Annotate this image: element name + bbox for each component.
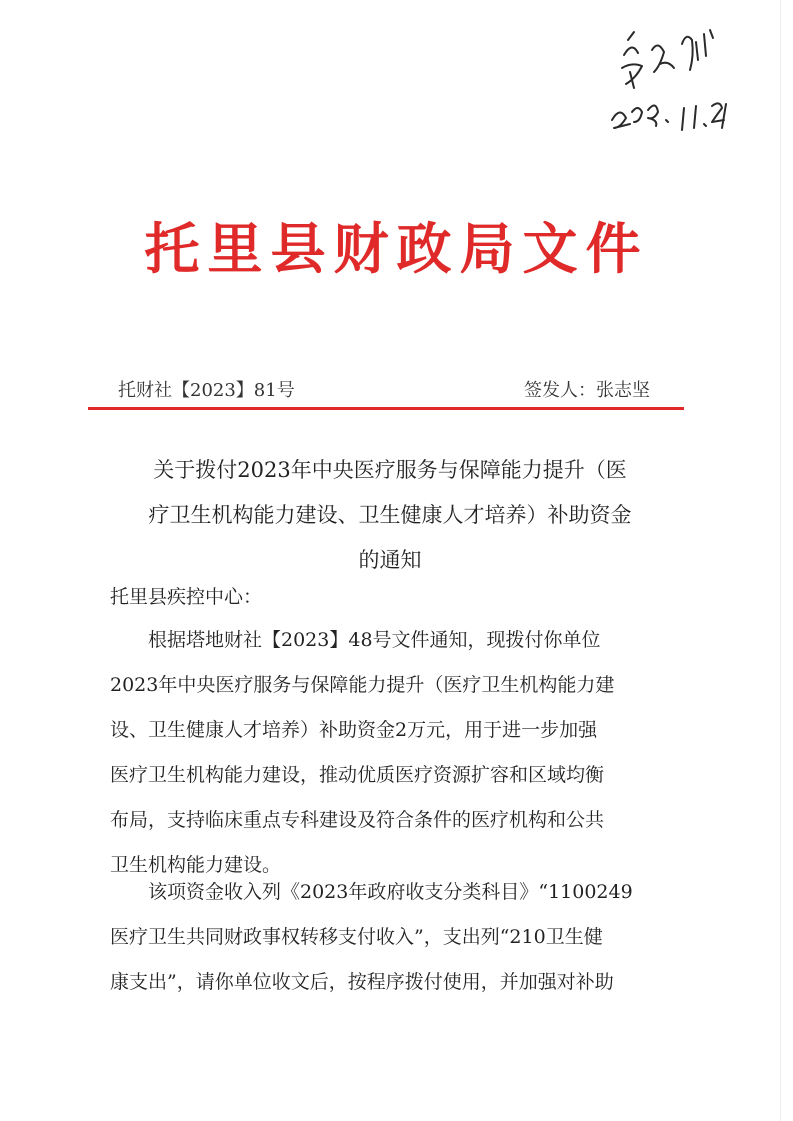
body-line: 卫生机构能力建设。: [110, 854, 282, 876]
subject-line: 关于拨付2023年中央医疗服务与保障能力提升（医: [153, 458, 627, 482]
red-divider: [88, 407, 684, 410]
body-line: 康支出”，请你单位收文后，按程序拨付使用，并加强对补助: [110, 971, 614, 993]
notice-subject: [90, 448, 690, 583]
body-line: 医疗卫生机构能力建设，推动优质医疗资源扩容和区域均衡: [110, 764, 605, 786]
body-line: 2023年中央医疗服务与保障能力提升（医疗卫生机构能力建: [110, 674, 615, 696]
body-line: 布局，支持临床重点专科建设及符合条件的医疗机构和公共: [110, 809, 605, 831]
page-edge: [780, 0, 781, 1121]
paragraph-1: [110, 618, 710, 888]
subject-line: 的通知: [358, 548, 422, 572]
recipient: 托里县疾控中心：: [110, 586, 263, 608]
signature-scribble: [600, 20, 750, 135]
paragraph-2: [110, 870, 710, 1005]
document-number: 托财社【2023】81号: [118, 380, 295, 401]
body-line: 根据塔地财社【2023】48号文件通知，现拨付你单位: [148, 629, 601, 651]
body-line: 医疗卫生共同财政事权转移支付收入”，支出列“210卫生健: [110, 926, 603, 948]
issuer-title: 托里县财政局文件: [144, 216, 649, 281]
subject-line: 疗卫生机构能力建设、卫生健康人才培养）补助资金: [148, 503, 632, 527]
signer-label: 签发人：张志坚: [524, 380, 650, 401]
body-line: 该项资金收入列《2023年政府收支分类科目》“1100249: [148, 881, 633, 903]
handwritten-signature: [600, 20, 750, 135]
body-line: 设、卫生健康人才培养）补助资金2万元，用于进一步加强: [110, 719, 598, 741]
